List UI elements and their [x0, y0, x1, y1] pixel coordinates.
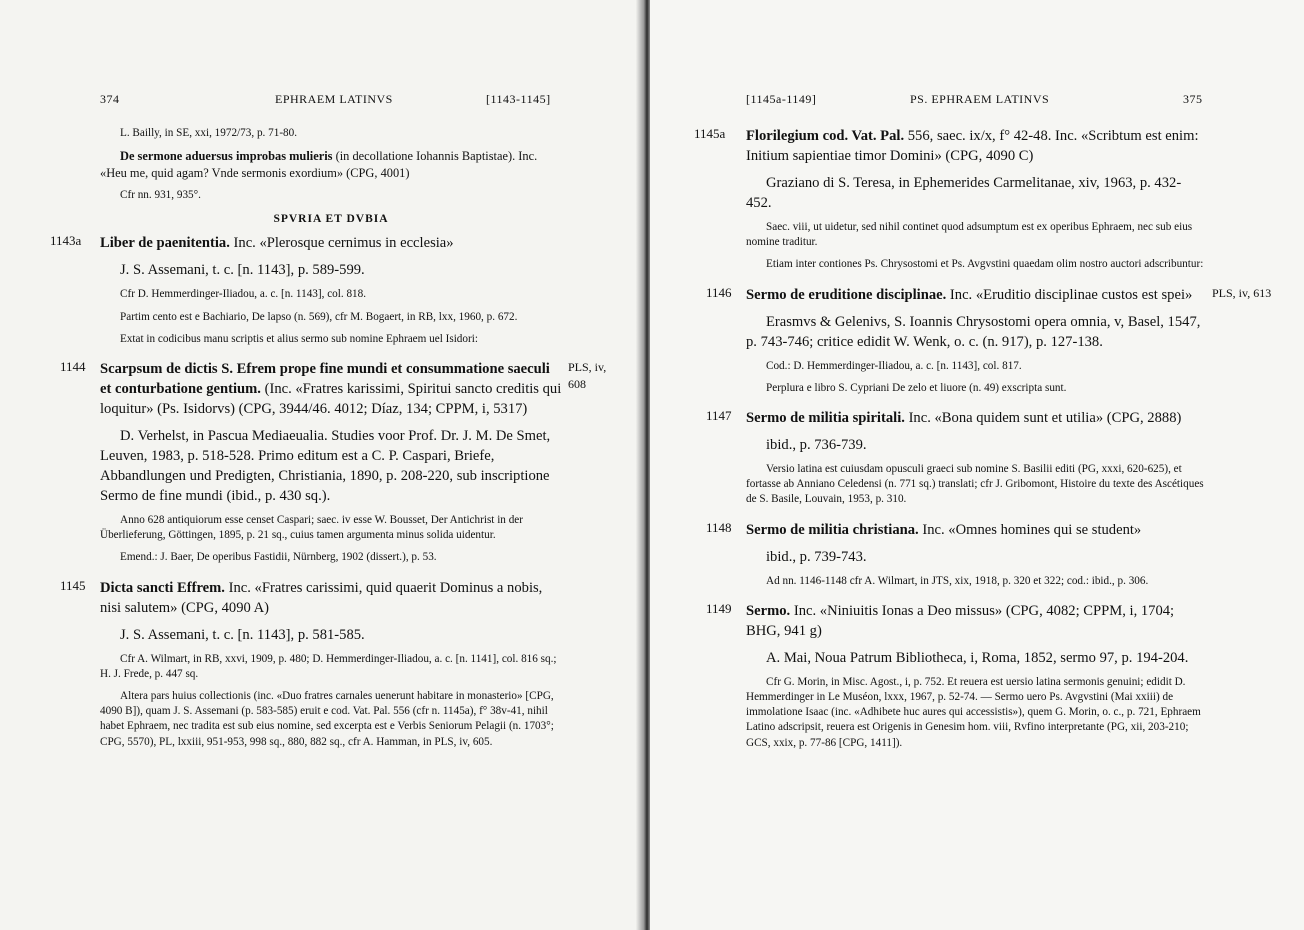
entry-number: 1145a [694, 126, 726, 141]
entry-title: Scarpsum de dictis S. Efrem prope fine mundi et consummatione saeculi et conturbatione gentium. [100, 361, 550, 398]
entry-title: Liber de paenitentia. [100, 235, 230, 252]
entry-note-1: Cfr D. Hemmerdinger-Iliadou, a. c. [n. 1143], col. 818. [120, 288, 367, 301]
entry-note-1: Versio latina est cuiusdam opusculi graeci sub nomine S. Basilii editi (PG, xxxi, 620-625), et fortasse ab Anniano Celedensi (n. 771 sq.) translati; cfr J. Gribomont, Histoire du texte des Ascétiques de S. Basile, Louvain, 1953, p. 310. [746, 463, 1204, 506]
carryover-reference: L. Bailly, in SE, xxi, 1972/73, p. 71-80. [120, 127, 298, 139]
entry-number: 1149 [706, 600, 732, 616]
entry-edition: Erasmvs & Gelenivs, S. Ioannis Chrysostomi opera omnia, v, Basel, 1547, p. 743-746; critice edidit W. Wenk, o. c. (n. 917), p. 127-138. [746, 313, 1201, 350]
entry-title: Sermo. [746, 602, 791, 619]
entry-1143a [50, 233, 562, 347]
entry-note-1: Cod.: D. Hemmerdinger-Iliadou, a. c. [n. 1143], col. 817. [766, 359, 1022, 372]
entry-1145 [60, 577, 562, 750]
entry-text: Inc. «Niniuitis Ionas a Deo missus» (CPG, 4082; CPPM, i, 1704; BHG, 941 g) [746, 602, 1175, 639]
entry-title: Sermo de militia christiana. [746, 521, 919, 538]
entry-text: (in decollatione Iohannis Baptistae). Inc. «Heu me, quid agam? Vnde sermonis exordium» (CPG, 4001) [100, 149, 538, 180]
entry-number: 1146 [706, 284, 732, 300]
entry-edition: Graziano di S. Teresa, in Ephemerides Carmelitanae, xiv, 1963, p. 432-452. [746, 175, 1182, 211]
entry-title: Florilegium cod. Vat. Pal. [746, 128, 905, 144]
left-range: [1143-1145] [486, 92, 551, 106]
entry-text: Inc. «Eruditio disciplinae custos est spei» [949, 286, 1193, 303]
entry-note: Cfr nn. 931, 935°. [120, 189, 201, 202]
entry-edition: J. S. Assemani, t. c. [n. 1143], p. 589-599. [120, 262, 365, 279]
entry-note-1: Ad nn. 1146-1148 cfr A. Wilmart, in JTS, xix, 1918, p. 320 et 322; cod.: ibid., p. 306. [766, 574, 1149, 587]
entry-title: Sermo de militia spiritali. [746, 410, 905, 427]
entry-edition: ibid., p. 736-739. [766, 437, 867, 454]
left-content [50, 126, 607, 750]
entry-edition: D. Verhelst, in Pascua Mediaeualia. Studies voor Prof. Dr. J. M. De Smet, Leuven, 1983, p. 518-528. Primo editum est a C. P. Caspari, Briefe, Abbandlungen und Predigten, Christiania, 1890, p. 208-220, sub inscriptione Sermo de fine mundi (ibid., p. 430 sq.). [100, 428, 551, 505]
entry-title: Sermo de eruditione disciplinae. [746, 286, 947, 303]
entry-text: Inc. «Omnes homines qui se student» [922, 521, 1142, 538]
entry-1145a [694, 126, 1204, 273]
entry-edition: A. Mai, Noua Patrum Bibliotheca, i, Roma, 1852, sermo 97, p. 194-204. [766, 649, 1189, 666]
entry-text: Inc. «Plerosque cernimus in ecclesia» [233, 235, 454, 252]
entry-note-2: Etiam inter contiones Ps. Chrysostomi et Ps. Avgvstini quaedam olim nostro auctori adscribuntur: [766, 258, 1204, 271]
entry-title: De sermone aduersus improbas mulieris [120, 149, 333, 164]
entry-1146 [706, 284, 1272, 396]
left-page [0, 0, 642, 930]
entry-note-2: Emend.: J. Baer, De operibus Fastidii, Nürnberg, 1902 (dissert.), p. 53. [120, 551, 437, 564]
section-heading: SPVRIA ET DVBIA [273, 213, 389, 226]
entry-note-1: Cfr A. Wilmart, in RB, xxvi, 1909, p. 480; D. Hemmerdinger-Iliadou, a. c. [n. 1141], col. 816 sq.; H. J. Frede, p. 447 sq. [100, 652, 557, 680]
entry-number: 1147 [706, 408, 732, 424]
entry-1149 [706, 600, 1204, 751]
entry-1147 [706, 408, 1204, 508]
entry-number: 1148 [706, 519, 732, 535]
entry-title: Dicta sancti Effrem. [100, 579, 225, 596]
right-range: [1145a-1149] [746, 92, 817, 106]
right-page-number: 375 [1183, 92, 1203, 106]
entry-note-1: Saec. viii, ut uidetur, sed nihil continet quod adsumptum est ex operibus Ephraem, nec sub eius nomine traditur. [746, 221, 1193, 249]
entry-note-3: Extat in codicibus manu scriptis et alius sermo sub nomine Ephraem uel Isidori: [120, 332, 478, 345]
entry-note-2: Perplura e libro S. Cypriani De zelo et liuore (n. 49) exscripta sunt. [766, 381, 1067, 394]
entry-number: 1143a [50, 233, 82, 249]
left-page-number: 374 [100, 92, 120, 106]
entry-number: 1144 [60, 359, 86, 375]
entry-text: Inc. «Bona quidem sunt et utilia» (CPG, 2888) [908, 410, 1182, 427]
entry-text: (Inc. «Fratres karissimi, Spiritui sancto creditis qui loquitur» (Ps. Isidorvs) (CPG, 3944/46. 4012; Díaz, 134; CPPM, i, 5317) [100, 381, 562, 418]
entry-de-sermone [100, 148, 562, 203]
entry-note-1: Anno 628 antiquiorum esse censet Caspari; saec. iv esse W. Bousset, Der Antichrist in der Überlieferung, Göttingen, 1895, p. 21 sq., cuius tamen argumenta minus solida uidentur. [100, 514, 523, 542]
entry-edition: ibid., p. 739-743. [766, 548, 867, 565]
entry-text: Inc. «Fratres carissimi, quid quaerit Dominus a nobis, nisi salutem» (CPG, 4090 A) [100, 579, 543, 616]
right-running-title: PS. EPHRAEM LATINVS [910, 92, 1050, 106]
right-content [694, 126, 1272, 751]
entry-side-reference: PLS, iv, 608 [568, 360, 607, 392]
entry-note-2: Partim cento est e Bachiario, De lapso (n. 569), cfr M. Bogaert, in RB, lxx, 1960, p. 672. [120, 310, 518, 323]
entry-text: 556, saec. ix/x, f° 42-48. Inc. «Scribtum est enim: Initium sapientiae timor Domini» (CPG, 4090 C) [746, 128, 1199, 164]
right-page [650, 0, 1304, 930]
entry-1148 [706, 519, 1204, 589]
entry-edition: J. S. Assemani, t. c. [n. 1143], p. 581-585. [120, 626, 365, 643]
entry-side-reference: PLS, iv, 613 [1212, 285, 1272, 300]
entry-note-1: Cfr G. Morin, in Misc. Agost., i, p. 752. Et reuera est uersio latina sermonis genuini; edidit D. Hemmerdinger in Le Muséon, lxxx, 1967, p. 52-74. — Sermo uero Ps. Avgvstini (Mai xxiii) de immolatione Isaac (inc. «Adhibete huc aures qui accessistis»), quem G. Morin, o. c., p. 721, Ephraem Latino adscripsit, reuera est Origenis in Genesim hom. viii, Rvfino interpretante (PG, xii, 203-210; GCS, xxix, p. 77-86 [CPG, 1411]). [746, 675, 1201, 749]
left-running-title: EPHRAEM LATINVS [275, 92, 393, 106]
entry-note-2: Altera pars huius collectionis (inc. «Duo fratres carnales uenerunt habitare in monasterio» [CPG, 4090 B]), quam J. S. Assemani (p. 583-585) eruit e cod. Vat. Pal. 556 (cfr n. 1145a), f° 38v-41, nihil habet Ephraem, nec tradita est sub eius nomine, sed excerpta est e Verbis Seniorum Pelagii (n. 1703°; CPG, 5570), PL, lxxiii, 951-953, 998 sq., 880, 882 sq., cfr A. Hamman, in PLS, iv, 605. [100, 690, 554, 748]
entry-number: 1145 [60, 577, 86, 593]
entry-1144 [60, 359, 607, 566]
